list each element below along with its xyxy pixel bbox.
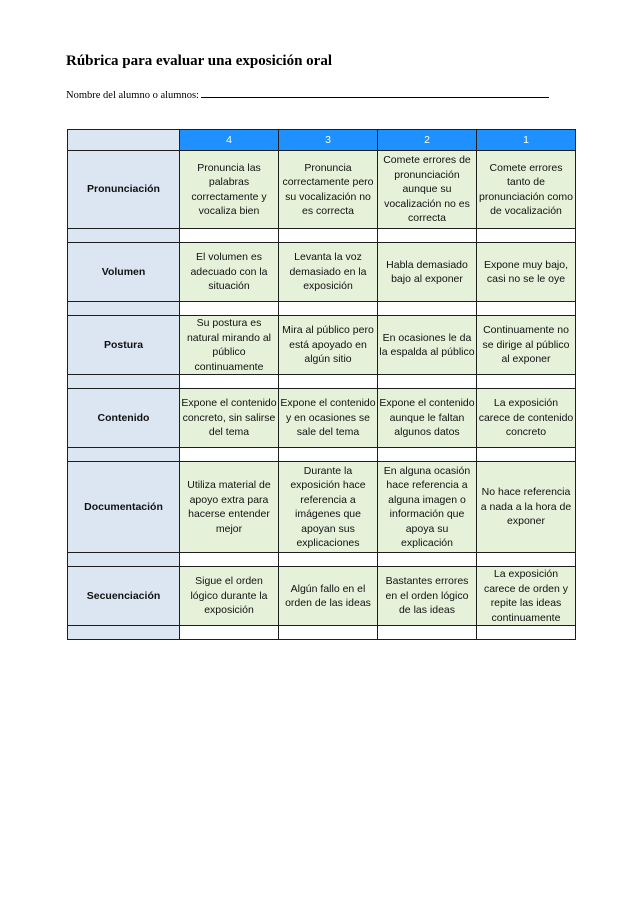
spacer-cell	[378, 302, 477, 316]
criterion-label: Volumen	[68, 243, 180, 302]
spacer-cell	[180, 626, 279, 640]
header-score-1: 1	[477, 130, 576, 151]
descriptor-cell: El volumen es adecuado con la situación	[180, 243, 279, 302]
spacer-cell	[279, 448, 378, 462]
descriptor-cell: Durante la exposición hace referencia a imágenes que apoyan sus explicaciones	[279, 462, 378, 553]
spacer-row	[68, 375, 576, 389]
header-corner	[68, 130, 180, 151]
rubric-row	[68, 567, 576, 626]
document-title: Rúbrica para evaluar una exposición oral	[66, 53, 332, 69]
descriptor-cell: Mira al público pero está apoyado en algún sitio	[279, 316, 378, 375]
spacer-cell	[477, 553, 576, 567]
spacer-cell	[68, 302, 180, 316]
rubric-table	[67, 129, 576, 640]
student-name-line	[66, 89, 549, 101]
header-score-3: 3	[279, 130, 378, 151]
spacer-cell	[180, 302, 279, 316]
spacer-cell	[279, 626, 378, 640]
spacer-cell	[477, 302, 576, 316]
descriptor-cell: Comete errores tanto de pronunciación como de vocalización	[477, 151, 576, 229]
spacer-cell	[378, 448, 477, 462]
spacer-cell	[477, 375, 576, 389]
rubric-row	[68, 151, 576, 229]
student-name-label: Nombre del alumno o alumnos:	[66, 90, 199, 101]
spacer-row	[68, 553, 576, 567]
rubric-row	[68, 243, 576, 302]
descriptor-cell: Continuamente no se dirige al público al exponer	[477, 316, 576, 375]
header-score-2: 2	[378, 130, 477, 151]
criterion-label: Pronunciación	[68, 151, 180, 229]
spacer-cell	[180, 375, 279, 389]
criterion-label: Postura	[68, 316, 180, 375]
descriptor-cell: Expone el contenido concreto, sin salirse del tema	[180, 389, 279, 448]
spacer-cell	[279, 375, 378, 389]
descriptor-cell: La exposición carece de orden y repite las ideas continuamente	[477, 567, 576, 626]
descriptor-cell: Bastantes errores en el orden lógico de las ideas	[378, 567, 477, 626]
descriptor-cell: Comete errores de pronunciación aunque su vocalización no es correcta	[378, 151, 477, 229]
spacer-cell	[477, 229, 576, 243]
criterion-label: Secuenciación	[68, 567, 180, 626]
descriptor-cell: Expone el contenido y en ocasiones se sale del tema	[279, 389, 378, 448]
student-name-blank	[201, 89, 549, 98]
descriptor-cell: Pronuncia correctamente pero su vocalización no es correcta	[279, 151, 378, 229]
spacer-row	[68, 229, 576, 243]
spacer-cell	[68, 229, 180, 243]
spacer-cell	[68, 375, 180, 389]
spacer-cell	[378, 553, 477, 567]
descriptor-cell: La exposición carece de contenido concreto	[477, 389, 576, 448]
rubric-row	[68, 462, 576, 553]
spacer-cell	[378, 626, 477, 640]
spacer-cell	[68, 626, 180, 640]
descriptor-cell: Habla demasiado bajo al exponer	[378, 243, 477, 302]
descriptor-cell: Levanta la voz demasiado en la exposición	[279, 243, 378, 302]
spacer-cell	[68, 553, 180, 567]
criterion-label: Contenido	[68, 389, 180, 448]
spacer-cell	[180, 553, 279, 567]
descriptor-cell: Expone el contenido aunque le faltan algunos datos	[378, 389, 477, 448]
descriptor-cell: Utiliza material de apoyo extra para hacerse entender mejor	[180, 462, 279, 553]
spacer-cell	[180, 448, 279, 462]
spacer-row	[68, 448, 576, 462]
spacer-cell	[279, 553, 378, 567]
spacer-cell	[378, 375, 477, 389]
descriptor-cell: Pronuncia las palabras correctamente y vocaliza bien	[180, 151, 279, 229]
rubric-row	[68, 316, 576, 375]
spacer-cell	[477, 626, 576, 640]
spacer-cell	[477, 448, 576, 462]
descriptor-cell: En ocasiones le da la espalda al público	[378, 316, 477, 375]
header-score-4: 4	[180, 130, 279, 151]
spacer-row	[68, 626, 576, 640]
spacer-cell	[279, 229, 378, 243]
spacer-row	[68, 302, 576, 316]
spacer-cell	[180, 229, 279, 243]
descriptor-cell: Sigue el orden lógico durante la exposición	[180, 567, 279, 626]
spacer-cell	[68, 448, 180, 462]
criterion-label: Documentación	[68, 462, 180, 553]
descriptor-cell: Su postura es natural mirando al público continuamente	[180, 316, 279, 375]
rubric-row	[68, 389, 576, 448]
descriptor-cell: Expone muy bajo, casi no se le oye	[477, 243, 576, 302]
descriptor-cell: No hace referencia a nada a la hora de exponer	[477, 462, 576, 553]
descriptor-cell: Algún fallo en el orden de las ideas	[279, 567, 378, 626]
descriptor-cell: En alguna ocasión hace referencia a alguna imagen o información que apoya su explicación	[378, 462, 477, 553]
header-row	[68, 130, 576, 151]
spacer-cell	[279, 302, 378, 316]
spacer-cell	[378, 229, 477, 243]
